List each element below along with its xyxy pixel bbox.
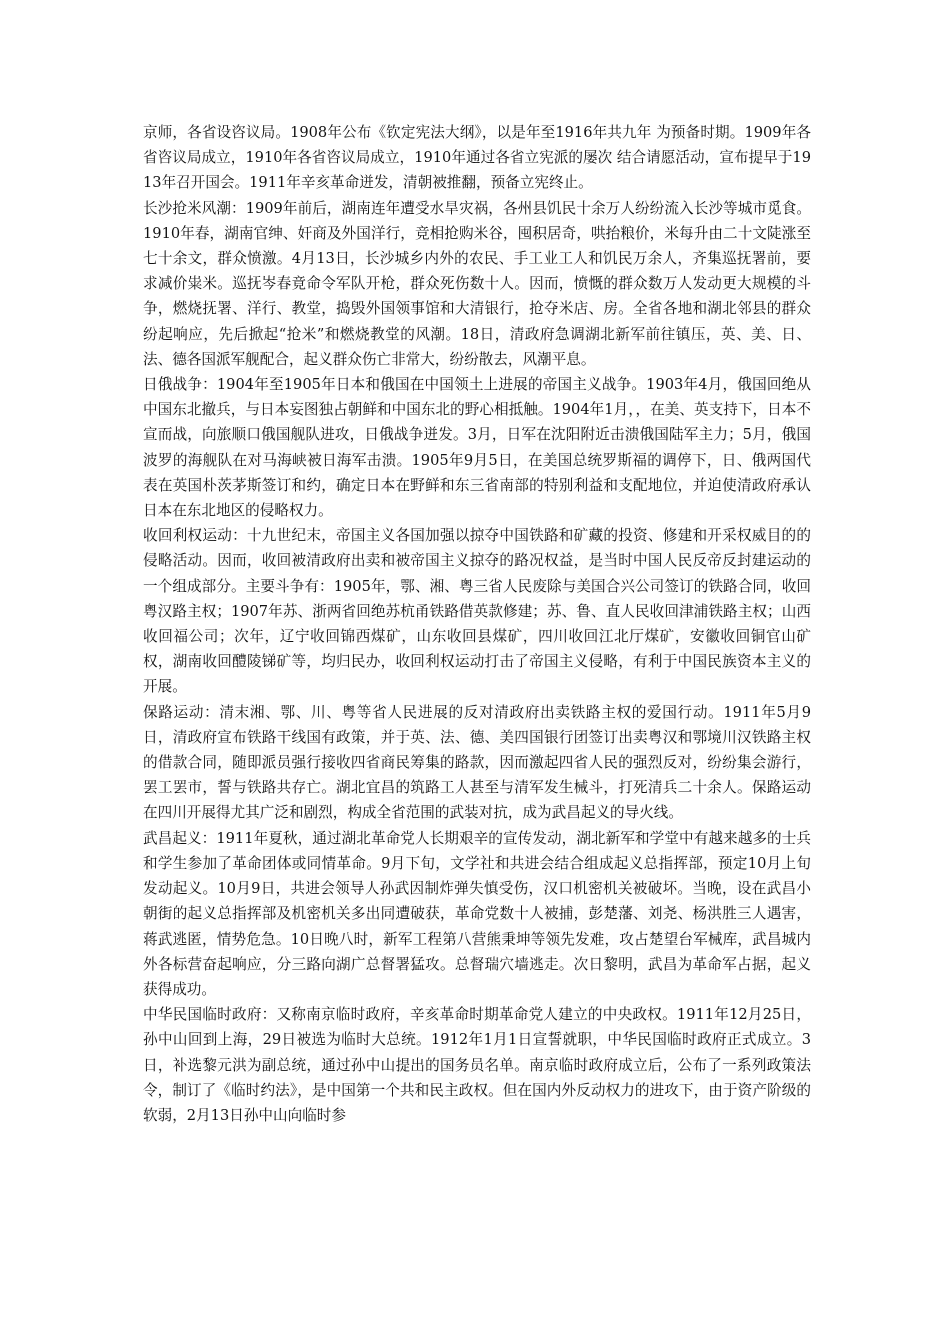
paragraph-rights-recovery-movement: 收回利权运动：十九世纪末，帝国主义各国加强以掠夺中国铁路和矿藏的投资、修建和开采权威目的的侵略活动。因而，收回被清政府出卖和被帝国主义掠夺的路况权益，是当时中国人民反帝反封建运动的一个组成部分。主要斗争有：1905年，鄂、湘、粤三省人民废除与美国合兴公司签订的铁路合同，收回粤汉路主权；1907年苏、浙两省回绝苏杭甬铁路借英款修建；苏、鲁、直人民收回津浦铁路主权；山西收回福公司；次年，辽宁收回锦西煤矿，山东收回县煤矿，四川收回江北厅煤矿，安徽收回铜官山矿权，湖南收回醴陵锑矿等，均归民办，收回利权运动打击了帝国主义侵略，有利于中国民族资本主义的开展。 [143,527,811,696]
paragraph-wuchang-uprising: 武昌起义：1911年夏秋，通过湖北革命党人长期艰辛的宣传发动，湖北新军和学堂中有越来越多的士兵和学生参加了革命团体或同情革命。9月下旬，文学社和共进会结合组成起义总指挥部，预定10月上旬发动起义。10月9日，共进会领导人孙武因制炸弹失慎受伤，汉口机密机关被破坏。当晚，设在武昌小朝街的起义总指挥部及机密机关多出同遭破获，革命党数十人被捕，彭楚藩、刘尧、杨洪胜三人遇害，蒋武逃匿，情势危急。10日晚八时，新军工程第八营熊秉坤等领先发难，攻占楚望台军械库，武昌城内外各标营奋起响应，分三路向湖广总督署猛攻。总督瑞穴墙逃走。次日黎明，武昌为革命军占据，起义获得成功。 [143,829,811,998]
paragraph-provisional-government: 中华民国临时政府：又称南京临时政府，辛亥革命时期革命党人建立的中央政权。1911年12月25日，孙中山回到上海，29日被选为临时大总统。1912年1月1日宣誓就职，中华民国临时政府正式成立。3日，补选黎元洪为副总统，通过孙中山提出的国务员名单。南京临时政府成立后，公布了一系列政策法令，制订了《临时约法》，是中国第一个共和民主政权。但在国内外反动权力的进攻下，由于资产阶级的软弱，2月13日孙中山向临时参 [143,1006,811,1124]
paragraph-changsha-rice-riot: 长沙抢米风潮：1909年前后，湖南连年遭受水旱灾祸，各州县饥民十余万人纷纷流入长沙等城市觅食。1910年春，湖南官绅、奸商及外国洋行，竞相抢购米谷，囤积居奇，哄抬粮价，米每升由二十文陡涨至七十余文，群众愤激。4月13日，长沙城乡内外的农民、手工业工人和饥民万余人，齐集巡抚署前，要求减价粜米。巡抚岑春竟命令军队开枪，群众死伤数十人。因而，愤慨的群众数万人发动更大规模的斗争，燃烧抚署、洋行、教堂，捣毁外国领事馆和大清银行，抢夺米店、房。全省各地和湖北邻县的群众纷起响应，先后掀起“抢米”和燃烧教堂的风潮。18日，清政府急调湖北新军前往镇压，英、美、日、法、德各国派军舰配合，起义群众伤亡非常大，纷纷散去，风潮平息。 [143,199,811,368]
paragraph-preparatory-constitution: 京师，各省设咨议局。1908年公布《钦定宪法大纲》，以是年至1916年共九年 为预备时期。1909年各省咨议局成立，1910年各省咨议局成立，1910年通过各省立宪派的屡次 结合请愿活动，宣布提早于1913年召开国会。1911年辛亥革命迸发，清朝被推翻，预备立宪终止。 [143,124,811,192]
paragraph-russo-japanese-war: 日俄战争：1904年至1905年日本和俄国在中国领土上进展的帝国主义战争。1903年4月，俄国回绝从中国东北撤兵，与日本妄图独占朝鲜和中国东北的野心相抵触。1904年1月，，在美、英支持下，日本不宣而战，向旅顺口俄国舰队进攻，日俄战争迸发。3月，日军在沈阳附近击溃俄国陆军主力；5月，俄国波罗的海舰队在对马海峡被日海军击溃。1905年9月5日，在美国总统罗斯福的调停下，日、俄两国代表在英国朴茨茅斯签订和约，确定日本在野鲜和东三省南部的特别利益和支配地位，并迫使清政府承认日本在东北地区的侵略权力。 [143,376,811,520]
document-body [143,120,811,1128]
paragraph-railway-protection-movement: 保路运动：清末湘、鄂、川、粤等省人民进展的反对清政府出卖铁路主权的爱国行动。1911年5月9日，清政府宣布铁路干线国有政策，并于英、法、德、美四国银行团签订出卖粤汉和鄂境川汉铁路主权的借款合同，随即派员强行接收四省商民筹集的路款，因而激起四省人民的强烈反对，纷纷集会游行，罢工罢市，誓与铁路共存亡。湖北宜昌的筑路工人甚至与清军发生械斗，打死清兵二十余人。保路运动在四川开展得尤其广泛和剧烈，构成全省范围的武装对抗，成为武昌起义的导火线。 [143,703,811,822]
